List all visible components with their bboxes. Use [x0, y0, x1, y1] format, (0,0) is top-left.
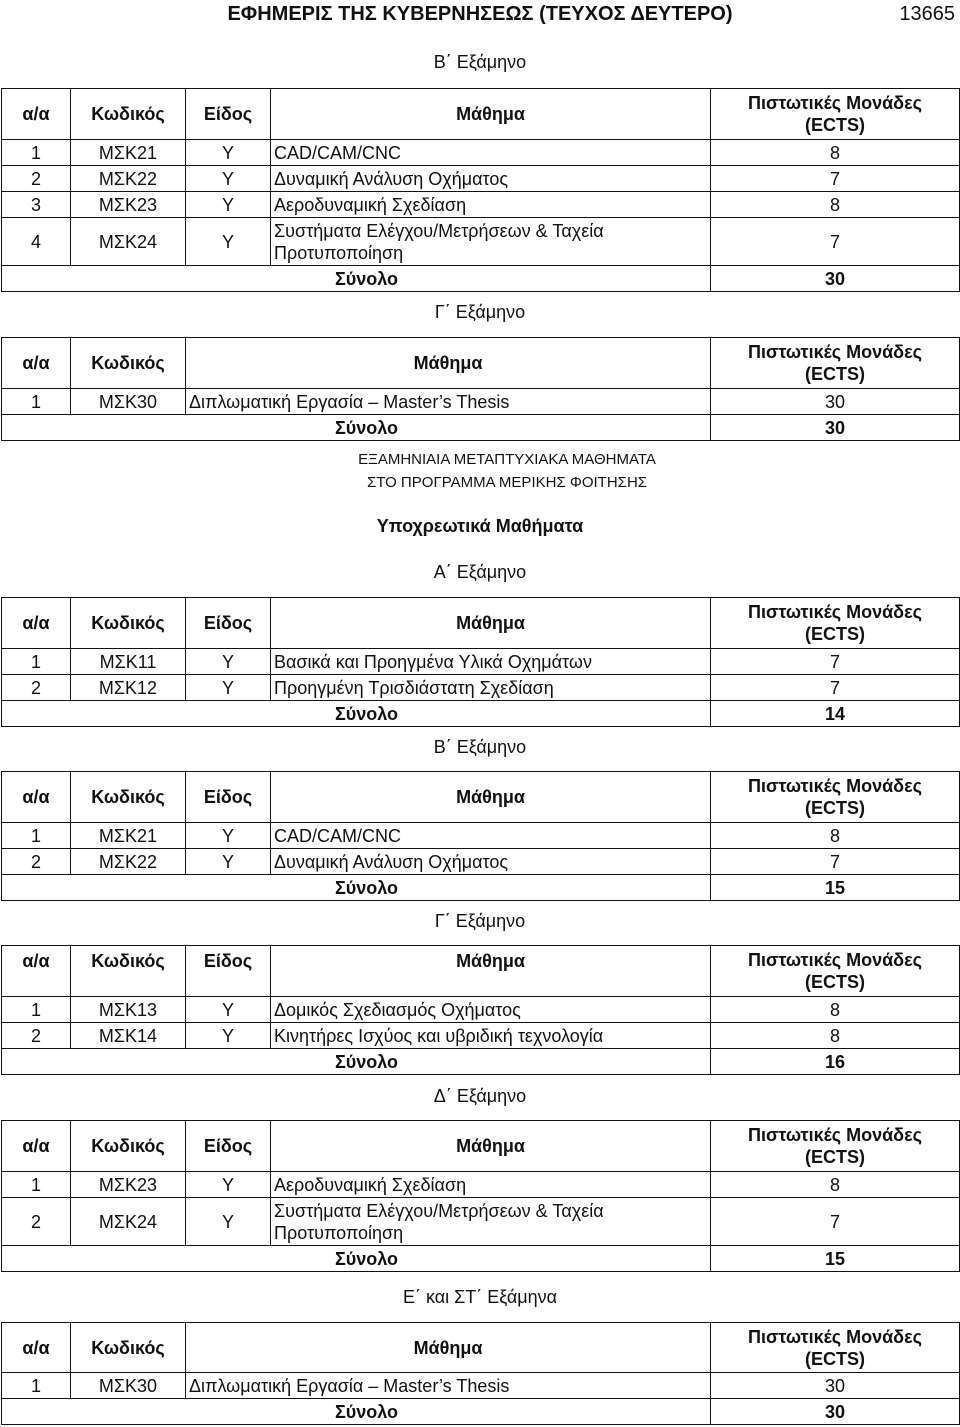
total-label: Σύνολο — [2, 266, 711, 292]
header-ects-line1: Πιστωτικές Μονάδες — [748, 776, 922, 796]
cell-course: Διπλωματική Εργασία – Master’s Thesis — [186, 1373, 711, 1399]
cell-course: CAD/CAM/CNC — [271, 140, 711, 166]
header-course: Μάθημα — [186, 1323, 711, 1373]
table-row — [2, 389, 960, 415]
course-table — [1, 771, 960, 901]
header-type: Είδος — [186, 598, 271, 649]
header-code: Κωδικός — [71, 598, 186, 649]
cell-code: ΜΣΚ30 — [71, 389, 186, 415]
table-row — [2, 823, 960, 849]
header-type: Είδος — [186, 1121, 271, 1172]
cell-aa: 1 — [2, 140, 71, 166]
total-ects: 16 — [711, 1049, 960, 1075]
table-row — [2, 1373, 960, 1399]
header-ects — [711, 1323, 960, 1373]
total-row — [2, 1246, 960, 1272]
cell-ects: 8 — [711, 1172, 960, 1198]
header-ects-line2: (ECTS) — [805, 1348, 865, 1369]
cell-aa: 2 — [2, 849, 71, 875]
table-row — [2, 1198, 960, 1246]
semester-heading: Γ΄ Εξάμηνο — [434, 302, 526, 322]
cell-type: Υ — [186, 166, 271, 192]
cell-course: Συστήματα Ελέγχου/Μετρήσεων & Ταχεία Προτυποποίηση — [271, 1198, 711, 1246]
cell-ects: 8 — [711, 140, 960, 166]
table-row — [2, 218, 960, 266]
cell-ects: 8 — [711, 192, 960, 218]
table-row — [2, 192, 960, 218]
table-row — [2, 849, 960, 875]
cell-ects: 8 — [711, 997, 960, 1023]
cell-aa: 1 — [2, 997, 71, 1023]
semester-heading: Β΄ Εξάμηνο — [433, 737, 527, 757]
cell-aa: 2 — [2, 1023, 71, 1049]
cell-course: Βασικά και Προηγμένα Υλικά Οχημάτων — [271, 649, 711, 675]
cell-course: Αεροδυναμική Σχεδίαση — [271, 192, 711, 218]
semester-heading: Γ΄ Εξάμηνο — [434, 911, 526, 931]
header-ects-line2: (ECTS) — [805, 798, 865, 818]
cell-code: ΜΣΚ22 — [71, 849, 186, 875]
cell-aa: 4 — [2, 218, 71, 266]
cell-code: ΜΣΚ12 — [71, 675, 186, 701]
total-label: Σύνολο — [2, 875, 711, 901]
page-number: 13665 — [899, 3, 955, 25]
cell-course: Συστήματα Ελέγχου/Μετρήσεων & Ταχεία Προτυποποίηση — [271, 218, 711, 266]
cell-type: Υ — [186, 823, 271, 849]
header-aa: α/α — [2, 89, 71, 140]
mandatory-courses-heading: Υποχρεωτικά Μαθήματα — [376, 516, 584, 536]
cell-aa: 1 — [2, 1172, 71, 1198]
cell-code: ΜΣΚ24 — [71, 1198, 186, 1246]
header-type: Είδος — [186, 89, 271, 140]
cell-type: Υ — [186, 649, 271, 675]
cell-code: ΜΣΚ22 — [71, 166, 186, 192]
cell-type: Υ — [186, 675, 271, 701]
header-code: Κωδικός — [71, 772, 186, 823]
table-header-row — [2, 946, 960, 997]
course-table — [1, 337, 960, 441]
header-ects — [711, 1121, 960, 1172]
cell-aa: 1 — [2, 649, 71, 675]
cell-aa: 2 — [2, 166, 71, 192]
total-row — [2, 266, 960, 292]
total-ects: 15 — [711, 1246, 960, 1272]
cell-course: Κινητήρες Ισχύος και υβριδική τεχνολογία — [271, 1023, 711, 1049]
header-code: Κωδικός — [71, 946, 186, 997]
cell-code: ΜΣΚ30 — [71, 1373, 186, 1399]
header-aa: α/α — [2, 338, 71, 389]
course-table — [1, 1322, 960, 1425]
header-ects-line2: (ECTS) — [805, 115, 865, 135]
total-ects: 14 — [711, 701, 960, 727]
total-label: Σύνολο — [2, 701, 711, 727]
cell-code: ΜΣΚ23 — [71, 192, 186, 218]
total-label: Σύνολο — [2, 1246, 711, 1272]
cell-course: Δομικός Σχεδιασμός Οχήματος — [271, 997, 711, 1023]
header-course: Μάθημα — [271, 89, 711, 140]
header-course: Μάθημα — [271, 772, 711, 823]
table-row — [2, 675, 960, 701]
header-ects-line1: Πιστωτικές Μονάδες — [748, 1125, 922, 1145]
cell-code: ΜΣΚ21 — [71, 140, 186, 166]
total-row — [2, 875, 960, 901]
total-row — [2, 1049, 960, 1075]
cell-type: Υ — [186, 849, 271, 875]
cell-course: Προηγμένη Τρισδιάστατη Σχεδίαση — [271, 675, 711, 701]
cell-course: Δυναμική Ανάλυση Οχήματος — [271, 166, 711, 192]
part-time-heading-line2: ΣΤΟ ΠΡΟΓΡΑΜΜΑ ΜΕΡΙΚΗΣ ΦΟΙΤΗΣΗΣ — [366, 474, 648, 491]
table-header-row — [2, 1323, 960, 1373]
cell-type: Υ — [186, 218, 271, 266]
cell-aa: 1 — [2, 823, 71, 849]
table-row — [2, 649, 960, 675]
header-course: Μάθημα — [271, 946, 711, 997]
cell-ects: 30 — [711, 389, 960, 415]
course-table — [1, 945, 960, 1075]
cell-type: Υ — [186, 192, 271, 218]
cell-course: CAD/CAM/CNC — [271, 823, 711, 849]
table-row — [2, 1023, 960, 1049]
semester-heading: Α΄ Εξάμηνο — [433, 562, 527, 582]
header-type: Είδος — [186, 772, 271, 823]
total-label: Σύνολο — [2, 1049, 711, 1075]
header-ects-line1: Πιστωτικές Μονάδες — [748, 950, 922, 970]
cell-ects: 7 — [711, 675, 960, 701]
cell-ects: 30 — [711, 1373, 960, 1399]
cell-ects: 7 — [711, 849, 960, 875]
cell-ects: 7 — [711, 166, 960, 192]
header-code: Κωδικός — [71, 1121, 186, 1172]
header-code: Κωδικός — [71, 1323, 186, 1373]
semester-heading: Ε΄ και ΣΤ΄ Εξάμηνα — [402, 1287, 558, 1307]
table-header-row — [2, 89, 960, 140]
course-table — [1, 88, 960, 292]
cell-ects: 8 — [711, 823, 960, 849]
cell-aa: 1 — [2, 389, 71, 415]
cell-ects: 7 — [711, 1198, 960, 1246]
cell-type: Υ — [186, 140, 271, 166]
cell-code: ΜΣΚ24 — [71, 218, 186, 266]
header-ects-line2: (ECTS) — [805, 364, 865, 384]
cell-course: Αεροδυναμική Σχεδίαση — [271, 1172, 711, 1198]
cell-ects: 7 — [711, 218, 960, 266]
cell-type: Υ — [186, 1198, 271, 1246]
header-ects-line2: (ECTS) — [805, 624, 865, 644]
total-ects: 30 — [711, 415, 960, 441]
total-ects: 30 — [711, 266, 960, 292]
cell-ects: 7 — [711, 649, 960, 675]
cell-code: ΜΣΚ23 — [71, 1172, 186, 1198]
cell-type: Υ — [186, 1023, 271, 1049]
table-header-row — [2, 772, 960, 823]
cell-aa: 2 — [2, 675, 71, 701]
total-label: Σύνολο — [2, 415, 711, 441]
header-course: Μάθημα — [271, 598, 711, 649]
header-code: Κωδικός — [71, 338, 186, 389]
total-row — [2, 415, 960, 441]
header-ects — [711, 946, 960, 997]
header-ects — [711, 598, 960, 649]
header-ects-line2: (ECTS) — [805, 1147, 865, 1167]
header-aa: α/α — [2, 946, 71, 997]
header-ects — [711, 772, 960, 823]
cell-type: Υ — [186, 997, 271, 1023]
table-header-row — [2, 598, 960, 649]
course-table — [1, 1120, 960, 1272]
cell-code: ΜΣΚ21 — [71, 823, 186, 849]
header-code: Κωδικός — [71, 89, 186, 140]
header-ects-line1: Πιστωτικές Μονάδες — [748, 342, 922, 362]
cell-type: Υ — [186, 1172, 271, 1198]
header-aa: α/α — [2, 772, 71, 823]
header-aa: α/α — [2, 598, 71, 649]
cell-aa: 2 — [2, 1198, 71, 1246]
total-ects: 15 — [711, 875, 960, 901]
header-ects-line2: (ECTS) — [805, 972, 865, 992]
cell-code: ΜΣΚ13 — [71, 997, 186, 1023]
table-header-row — [2, 1121, 960, 1172]
table-header-row — [2, 338, 960, 389]
part-time-heading-line1: ΕΞΑΜΗΝΙΑΙΑ ΜΕΤΑΠΤΥΧΙΑΚΑ ΜΑΘΗΜΑΤΑ — [358, 451, 656, 468]
header-ects — [711, 89, 960, 140]
total-row — [2, 701, 960, 727]
header-ects-line1: Πιστωτικές Μονάδες — [748, 602, 922, 622]
cell-aa: 1 — [2, 1373, 71, 1399]
header-ects-line1: Πιστωτικές Μονάδες — [748, 1326, 922, 1347]
total-label: Σύνολο — [2, 1399, 711, 1425]
table-row — [2, 997, 960, 1023]
cell-ects: 8 — [711, 1023, 960, 1049]
cell-code: ΜΣΚ14 — [71, 1023, 186, 1049]
gazette-title: ΕΦΗΜΕΡΙΣ ΤΗΣ ΚΥΒΕΡΝΗΣΕΩΣ (ΤΕΥΧΟΣ ΔΕΥΤΕΡΟ) — [227, 3, 733, 25]
header-ects-line1: Πιστωτικές Μονάδες — [748, 93, 922, 113]
header-aa: α/α — [2, 1323, 71, 1373]
header-course: Μάθημα — [186, 338, 711, 389]
header-course: Μάθημα — [271, 1121, 711, 1172]
header-aa: α/α — [2, 1121, 71, 1172]
header-ects — [711, 338, 960, 389]
header-type: Είδος — [186, 946, 271, 997]
semester-heading: Δ΄ Εξάμηνο — [433, 1086, 527, 1106]
semester-heading: Β΄ Εξάμηνο — [433, 52, 527, 72]
cell-code: ΜΣΚ11 — [71, 649, 186, 675]
table-row — [2, 166, 960, 192]
cell-course: Δυναμική Ανάλυση Οχήματος — [271, 849, 711, 875]
table-row — [2, 1172, 960, 1198]
cell-course: Διπλωματική Εργασία – Master’s Thesis — [186, 389, 711, 415]
total-row — [2, 1399, 960, 1425]
cell-aa: 3 — [2, 192, 71, 218]
course-table — [1, 597, 960, 727]
table-row — [2, 140, 960, 166]
total-ects: 30 — [711, 1399, 960, 1425]
